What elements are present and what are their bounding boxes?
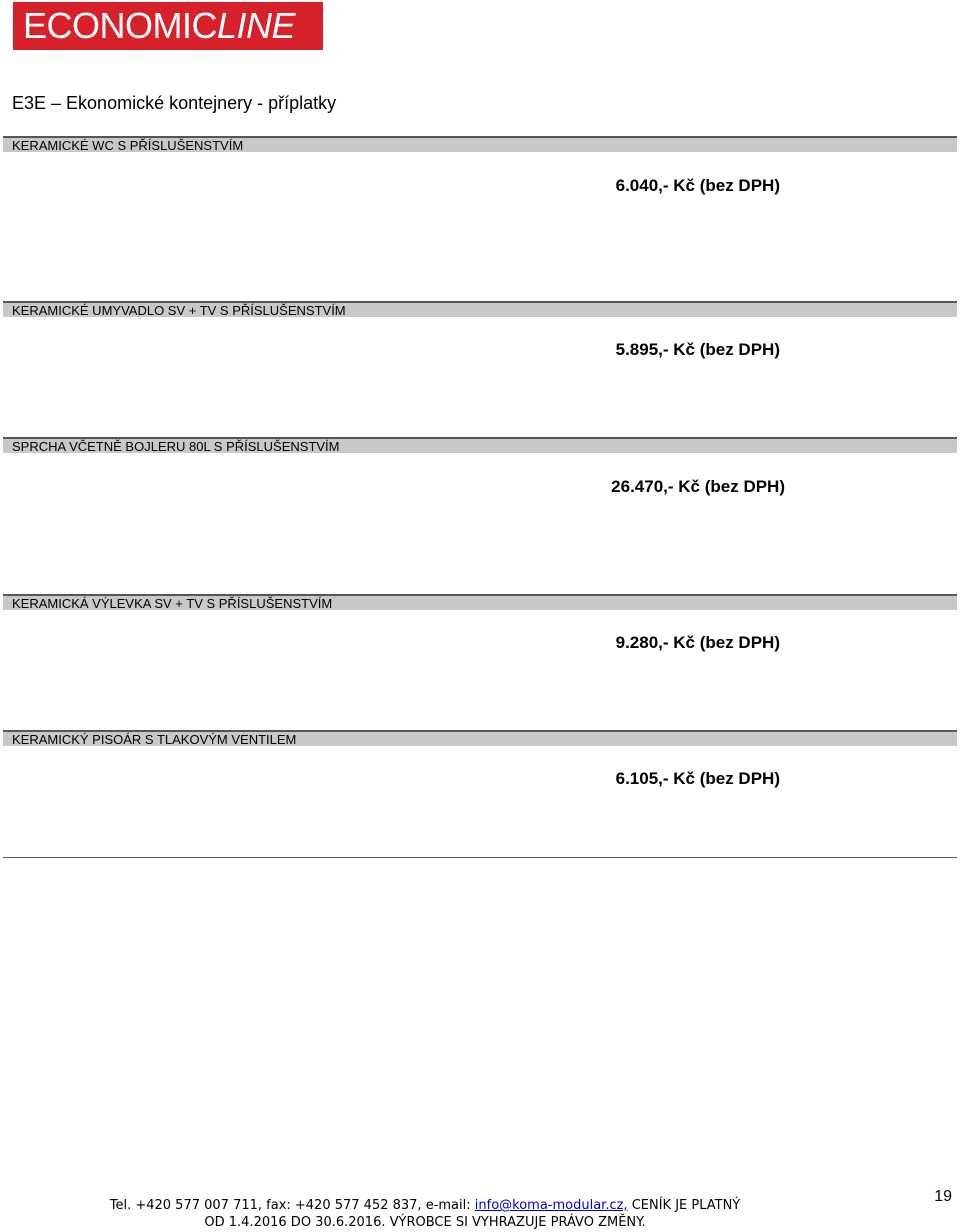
item-price: 6.040,- Kč (bez DPH): [615, 176, 780, 195]
item-price: 26.470,- Kč (bez DPH): [611, 477, 785, 496]
item-header-sprcha: [3, 437, 957, 453]
item-name: KERAMICKÝ PISOÁR S TLAKOVÝM VENTILEM: [12, 732, 297, 747]
item-header-pisoar: [3, 730, 957, 746]
section-divider: [3, 857, 957, 858]
footer: [0, 1197, 850, 1231]
item-price: 6.105,- Kč (bez DPH): [615, 769, 780, 788]
item-header-umyvadlo: [3, 301, 957, 317]
item-price: 5.895,- Kč (bez DPH): [615, 340, 780, 359]
logo-text-economic: ECONOMIC: [23, 5, 217, 46]
email-link[interactable]: info@koma-modular.cz,: [474, 1198, 628, 1213]
item-name: KERAMICKÁ VÝLEVKA SV + TV S PŘÍSLUŠENSTVÍM: [12, 596, 333, 611]
page-number: 19: [934, 1188, 952, 1205]
item-price: 9.280,- Kč (bez DPH): [615, 633, 780, 652]
economicline-logo: [13, 2, 323, 50]
item-header-wc: [3, 136, 957, 152]
logo-text-line: LINE: [217, 5, 296, 46]
page-title: E3E – Ekonomické kontejnery - příplatky: [12, 93, 337, 113]
item-name: KERAMICKÉ UMYVADLO SV + TV S PŘÍSLUŠENSTVÍM: [12, 303, 346, 318]
footer-line-2: OD 1.4.2016 DO 30.6.2016. VÝROBCE SI VYHRAZUJE PRÁVO ZMĚNY.: [204, 1215, 646, 1230]
item-name: SPRCHA VČETNĚ BOJLERU 80L S PŘÍSLUŠENSTVÍM: [12, 439, 340, 454]
item-header-vylevka: [3, 594, 957, 610]
footer-validity: CENÍK JE PLATNÝ: [627, 1198, 741, 1213]
item-name: KERAMICKÉ WC S PŘÍSLUŠENSTVÍM: [12, 138, 244, 153]
footer-contact: Tel. +420 577 007 711, fax: +420 577 452 837, e-mail:: [109, 1198, 475, 1213]
footer-line-1: [0, 1197, 850, 1214]
